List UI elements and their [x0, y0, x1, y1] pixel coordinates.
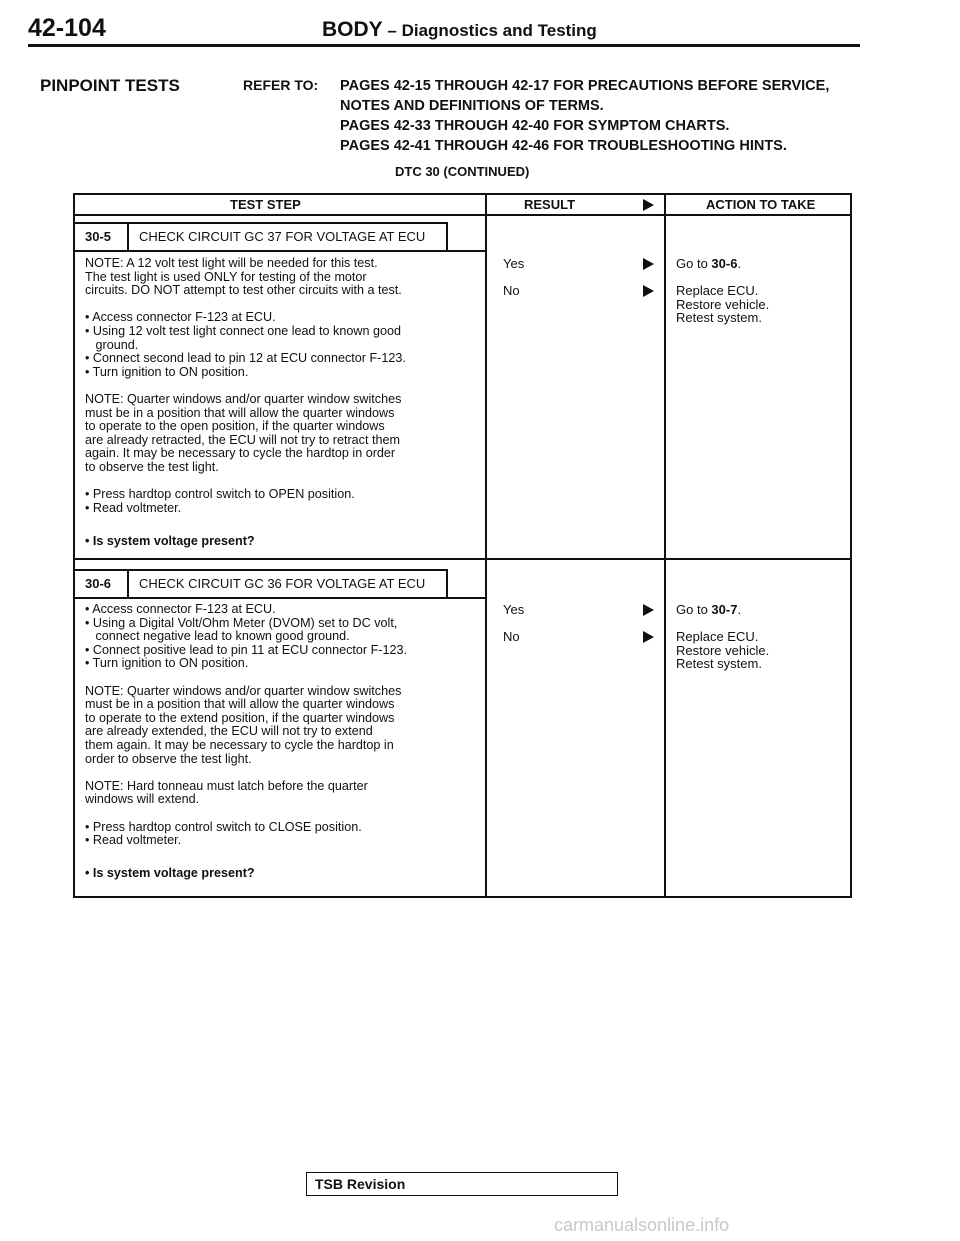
- action-yes-ref: 30-6: [711, 256, 738, 271]
- column-divider: [485, 195, 487, 896]
- page-title: [322, 18, 597, 42]
- title-main: BODY: [322, 18, 383, 41]
- col-result: RESULT: [524, 197, 576, 212]
- action-yes: [676, 257, 741, 271]
- step-header-edge: [446, 569, 448, 598]
- step-body: NOTE: A 12 volt test light will be needed for this test. The test light is used ONLY for testing of the motor circuits. DO NOT attempt to test other circuits with a test. • Access connector F-123 at ECU. • Using 12 volt test light connect one lead to known good ground. • Connect second lead to pin 12 at ECU connector F-123. • Turn ignition to ON position. NOTE: Quarter windows and/or quarter window switches must be in a position that will allow the quarter windows to operate to the open position, if the quarter windows are already retracted, the ECU will not try to retract them again. It may be necessary to cycle the hardtop in order to observe the test light. • Press hardtop control switch to OPEN position. • Read voltmeter.: [85, 256, 406, 515]
- page-number: 42-104: [28, 14, 106, 42]
- result-arrow-icon: [643, 199, 654, 211]
- refer-line: PAGES 42-33 THROUGH 42-40 FOR SYMPTOM CHARTS.: [340, 118, 730, 134]
- step-id-divider: [127, 570, 129, 598]
- step-body: • Access connector F-123 at ECU. • Using a Digital Volt/Ohm Meter (DVOM) set to DC volt, connect negative lead to known good ground. • Connect positive lead to pin 11 at ECU connector F-123. • Turn ignition to ON position. NOTE: Quarter windows and/or quarter window switches must be in a position that will allow the quarter windows to operate to the extend position, if the quarter windows are already extended, the ECU will not try to extend them again. It may be necessary to cycle the hardtop in order to observe the test light. NOTE: Hard tonneau must latch before the quarter windows will extend. • Press hardtop control switch to CLOSE position. • Read voltmeter.: [85, 602, 407, 848]
- step-title: CHECK CIRCUIT GC 36 FOR VOLTAGE AT ECU: [139, 576, 426, 591]
- section-title: PINPOINT TESTS: [40, 76, 180, 95]
- col-action: ACTION TO TAKE: [706, 197, 816, 212]
- step-header-edge: [446, 222, 448, 251]
- action-yes-suffix: .: [737, 256, 742, 271]
- tsb-revision-box: TSB Revision: [306, 1172, 618, 1196]
- result-no: No: [503, 283, 520, 298]
- dtc-caption: DTC 30 (CONTINUED): [395, 164, 530, 179]
- title-dash: –: [382, 21, 402, 40]
- action-no: Replace ECU. Restore vehicle. Retest system.: [676, 629, 770, 672]
- step-divider: [75, 558, 850, 560]
- arrow-icon: [643, 258, 654, 270]
- step-header-bottom: [75, 597, 485, 599]
- action-yes: [676, 603, 741, 617]
- header-divider: [75, 214, 850, 216]
- refer-line: PAGES 42-15 THROUGH 42-17 FOR PRECAUTIONS BEFORE SERVICE,: [340, 78, 830, 94]
- result-yes: Yes: [503, 602, 525, 617]
- action-yes-prefix: Go to: [676, 602, 712, 617]
- action-no: Replace ECU. Restore vehicle. Retest system.: [676, 283, 770, 326]
- step-question: • Is system voltage present?: [85, 866, 255, 880]
- column-divider: [664, 195, 666, 896]
- refer-line: NOTES AND DEFINITIONS OF TERMS.: [340, 98, 604, 114]
- action-yes-ref: 30-7: [711, 602, 738, 617]
- step-id: 30-5: [85, 229, 112, 244]
- refer-line: PAGES 42-41 THROUGH 42-46 FOR TROUBLESHOOTING HINTS.: [340, 138, 787, 154]
- step-header: [75, 570, 447, 598]
- result-no: No: [503, 629, 520, 644]
- step-header-top: [75, 222, 447, 224]
- step-id-divider: [127, 223, 129, 251]
- arrow-icon: [643, 631, 654, 643]
- step-id: 30-6: [85, 576, 112, 591]
- arrow-icon: [643, 285, 654, 297]
- title-sub: Diagnostics and Testing: [401, 21, 597, 40]
- step-header: [75, 223, 447, 251]
- watermark: carmanualsonline.info: [554, 1215, 730, 1235]
- action-yes-suffix: .: [737, 602, 742, 617]
- header-rule: [28, 44, 860, 47]
- step-header-bottom: [75, 250, 485, 252]
- step-title: CHECK CIRCUIT GC 37 FOR VOLTAGE AT ECU: [139, 229, 426, 244]
- pinpoint-table: [73, 193, 852, 898]
- action-yes-prefix: Go to: [676, 256, 712, 271]
- step-question: • Is system voltage present?: [85, 534, 255, 548]
- refer-label: REFER TO:: [243, 77, 319, 93]
- arrow-icon: [643, 604, 654, 616]
- col-test-step: TEST STEP: [230, 197, 301, 212]
- result-yes: Yes: [503, 256, 525, 271]
- refer-list: [340, 76, 829, 156]
- step-header-top: [75, 569, 447, 571]
